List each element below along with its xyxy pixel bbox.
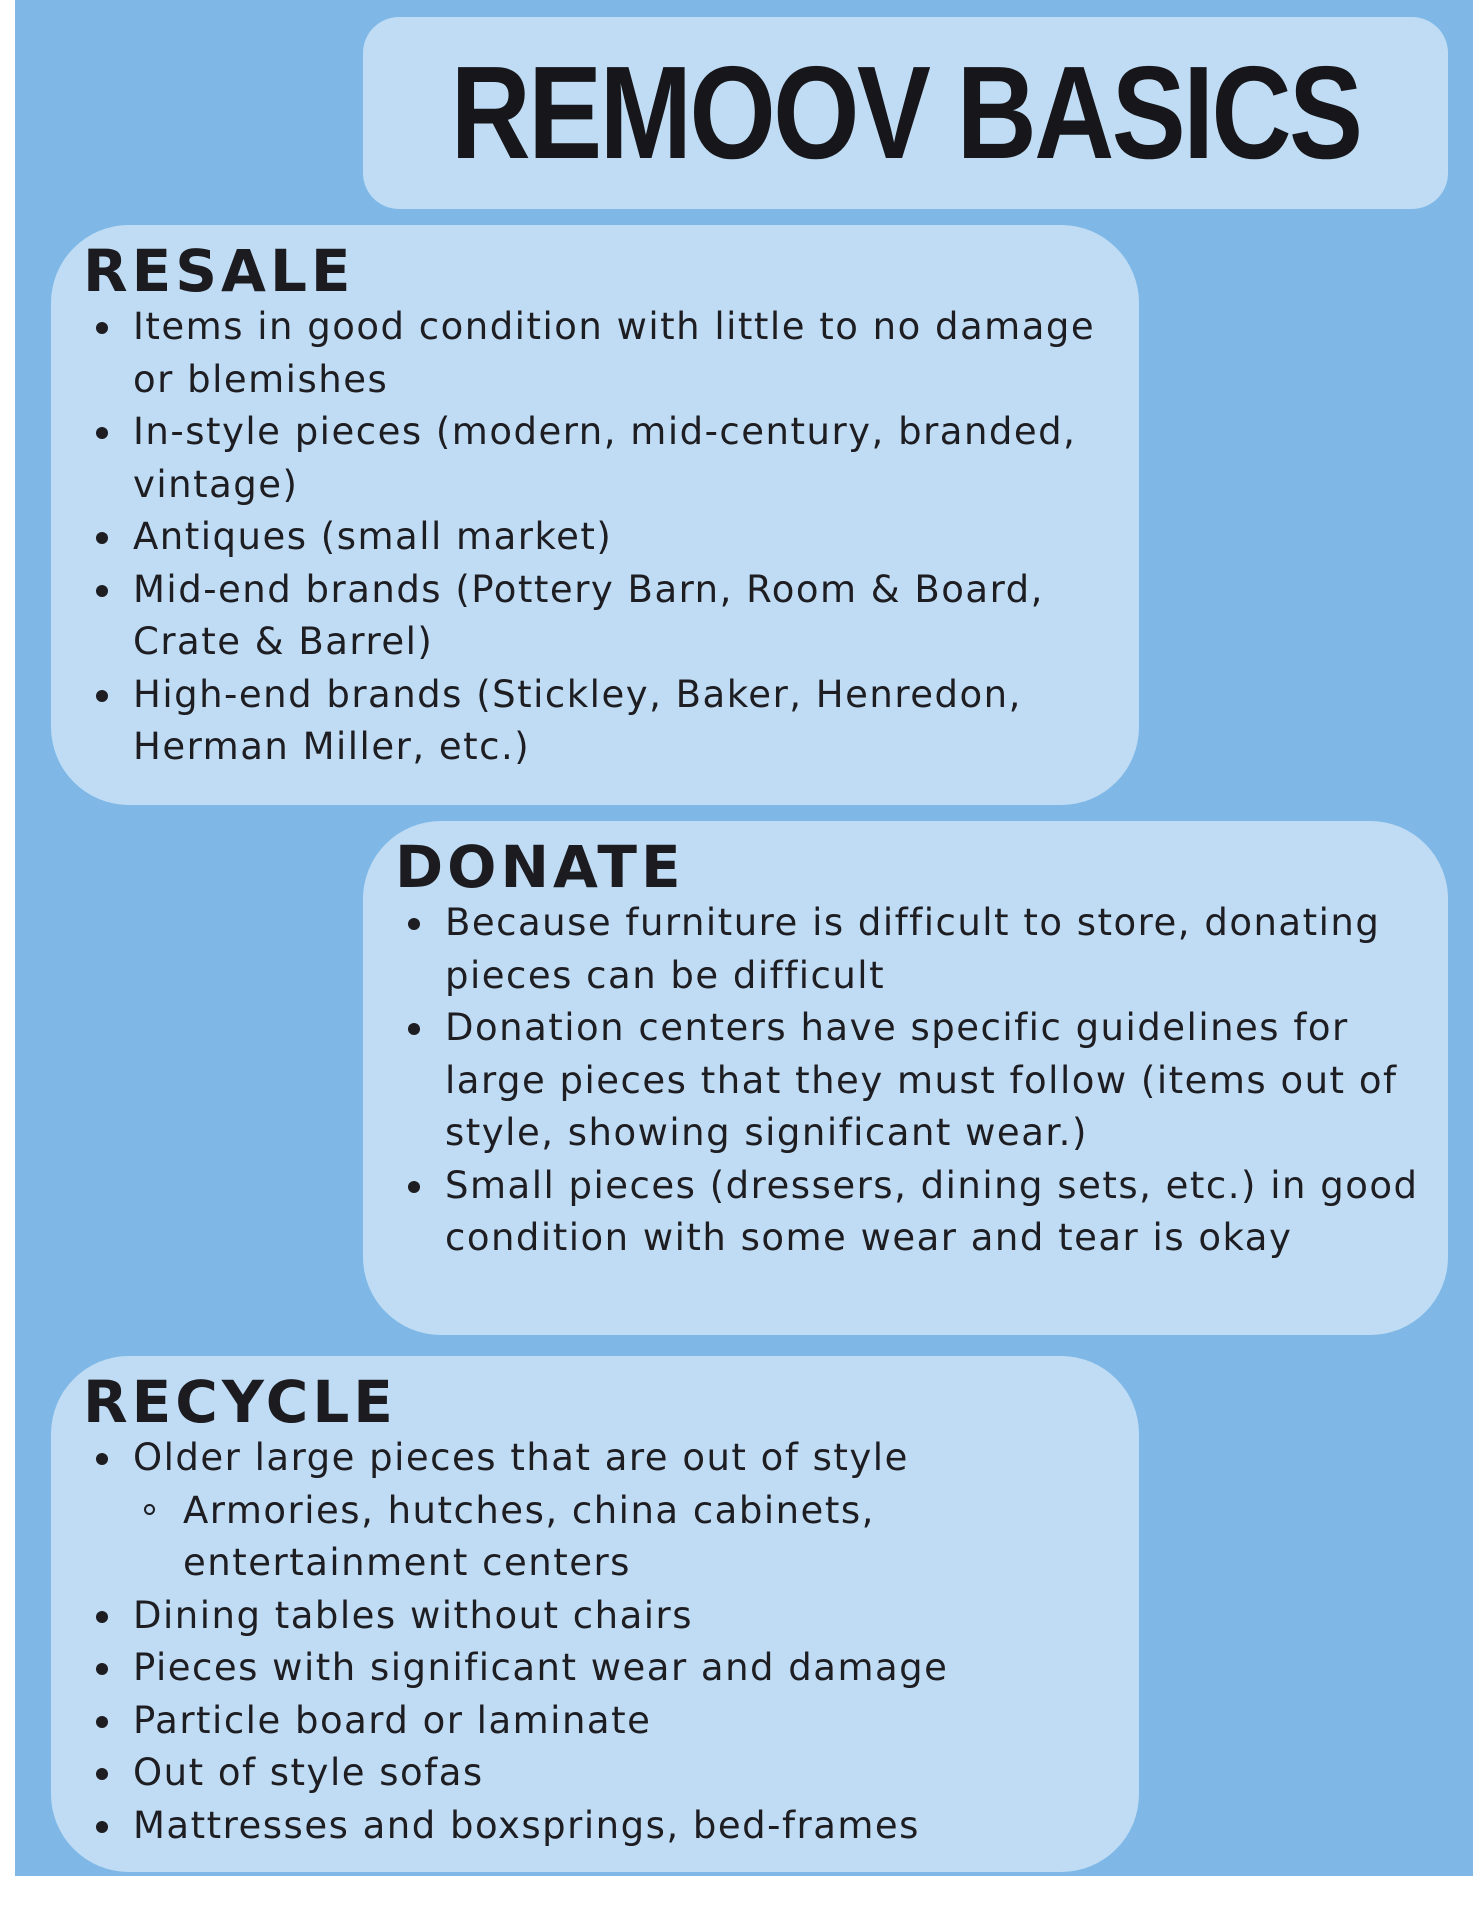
bullet-icon (96, 322, 108, 334)
list-item-text: Items in good condition with little to no damage or blemishes (133, 305, 1096, 401)
list-item (363, 897, 1448, 1002)
list-item (363, 1160, 1448, 1265)
list-item (51, 564, 1139, 669)
list-item (51, 669, 1139, 774)
list-item-text: In-style pieces (modern, mid-century, branded, vintage) (133, 410, 1077, 506)
sub-list-item-text: Armories, hutches, china cabinets, entertainment centers (183, 1488, 875, 1584)
resale-card (51, 225, 1139, 805)
list-item-text: Because furniture is difficult to store, donating pieces can be difficult (445, 901, 1381, 997)
list-item-text: Mid-end brands (Pottery Barn, Room & Board, Crate & Barrel) (133, 567, 1044, 663)
recycle-card (51, 1356, 1139, 1872)
bullet-icon (408, 918, 420, 930)
list-item-text: Small pieces (dressers, dining sets, etc.) in good condition with some wear and tear is okay (445, 1163, 1419, 1259)
bullet-icon (96, 1768, 108, 1780)
donate-heading: DONATE (395, 833, 685, 901)
bullet-icon (96, 1663, 108, 1675)
list-item-text: Older large pieces that are out of style (133, 1436, 909, 1479)
sub-list-item (133, 1485, 1139, 1590)
title-card (363, 17, 1448, 209)
list-item (51, 511, 1139, 564)
list-item (51, 1432, 1139, 1590)
list-item (51, 1747, 1139, 1800)
list-item-text: Dining tables without chairs (133, 1593, 694, 1637)
recycle-sublist (133, 1485, 1139, 1590)
list-item-text: Mattresses and boxsprings, bed-frames (133, 1803, 920, 1847)
list-item (51, 406, 1139, 511)
bullet-icon (96, 427, 108, 439)
list-item-text: Donation centers have specific guidelines for large pieces that they must follow (items out of style, showing significant wear.) (445, 1006, 1398, 1154)
list-item-text: Particle board or laminate (133, 1698, 652, 1742)
bullet-icon (96, 585, 108, 597)
list-item-text: Pieces with significant wear and damage (133, 1646, 949, 1689)
recycle-list (51, 1432, 1139, 1852)
resale-heading: RESALE (83, 237, 355, 305)
donate-list (363, 897, 1448, 1265)
bullet-icon (96, 1453, 108, 1465)
bullet-icon (408, 1181, 420, 1193)
list-item (51, 301, 1139, 406)
list-item (51, 1642, 1139, 1695)
hollow-bullet-icon (144, 1504, 155, 1515)
list-item (51, 1590, 1139, 1643)
bullet-icon (408, 1023, 420, 1035)
list-item (51, 1695, 1139, 1748)
page-title: REMOOV BASICS (450, 39, 1361, 186)
list-item (363, 1002, 1448, 1160)
resale-list (51, 301, 1139, 774)
list-item-text: High-end brands (Stickley, Baker, Henredon, Herman Miller, etc.) (133, 672, 1022, 768)
list-item-text: Out of style sofas (133, 1751, 484, 1794)
bullet-icon (96, 1716, 108, 1728)
bullet-icon (96, 690, 108, 702)
list-item-text: Antiques (small market) (133, 515, 613, 558)
recycle-heading: RECYCLE (83, 1368, 397, 1436)
bullet-icon (96, 1821, 108, 1833)
list-item (51, 1800, 1139, 1853)
bullet-icon (96, 1611, 108, 1623)
bullet-icon (96, 532, 108, 544)
donate-card (363, 821, 1448, 1335)
background-panel (15, 0, 1473, 1876)
